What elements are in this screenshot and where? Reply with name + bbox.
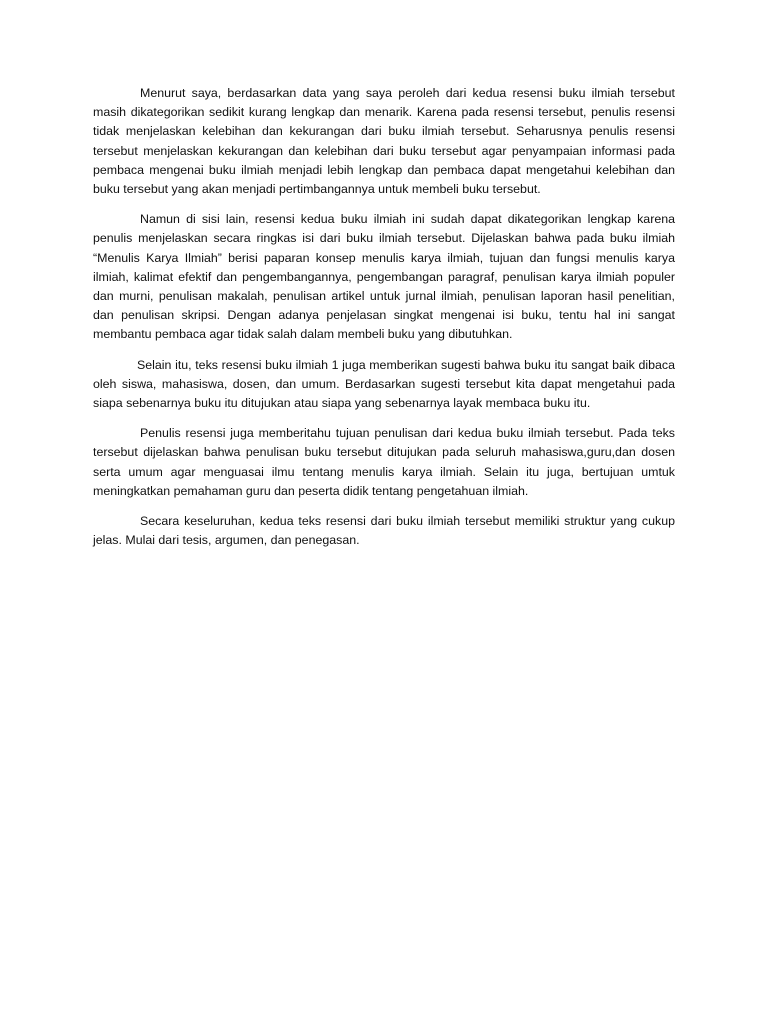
document-body	[93, 84, 675, 561]
paragraph-3: Selain itu, teks resensi buku ilmiah 1 juga memberikan sugesti bahwa buku itu sangat baik dibaca oleh siswa, mahasiswa, dosen, dan umum. Berdasarkan sugesti tersebut kita dapat mengetahui pada siapa sebenarnya buku itu ditujukan atau siapa yang sebenarnya layak membaca buku itu.	[93, 357, 675, 411]
paragraph-2: Namun di sisi lain, resensi kedua buku ilmiah ini sudah dapat dikategorikan lengkap karena penulis menjelaskan secara ringkas isi dari buku ilmiah tersebut. Dijelaskan bahwa pada buku ilmiah “Menulis Karya Ilmiah” berisi paparan konsep menulis karya ilmiah, tujuan dan fungsi menulis karya ilmiah, kalimat efektif dan pengembangannya, pengembangan paragraf, penulisan karya ilmiah populer dan murni, penulisan makalah, penulisan artikel untuk jurnal ilmiah, penulisan laporan hasil penelitian, dan penulisan skripsi. Dengan adanya penjelasan singkat mengenai isi buku, tentu hal ini sangat membantu pembaca agar tidak salah dalam membeli buku yang dibutuhkan.	[93, 212, 675, 342]
paragraph-4: Penulis resensi juga memberitahu tujuan penulisan dari kedua buku ilmiah tersebut. Pada teks tersebut dijelaskan bahwa penulisan buku tersebut ditujukan pada seluruh mahasiswa,guru,dan dosen serta umum agar menguasai ilmu tentang menulis karya ilmiah. Selain itu juga, bertujuan umtuk meningkatkan pemahaman guru dan peserta didik tentang pengetahuan ilmiah.	[93, 426, 675, 498]
paragraph-1: Menurut saya, berdasarkan data yang saya peroleh dari kedua resensi buku ilmiah tersebut masih dikategorikan sedikit kurang lengkap dan menarik. Karena pada resensi tersebut, penulis resensi tidak menjelaskan kelebihan dan kekurangan dari buku ilmiah tersebut. Seharusnya penulis resensi tersebut menjelaskan kekurangan dan kelebihan dari buku tersebut agar penyampaian informasi pada pembaca mengenai buku ilmiah menjadi lebih lengkap dan pembaca dapat mengetahui kelebihan dan buku tersebut yang akan menjadi pertimbangannya untuk membeli buku tersebut.	[93, 86, 675, 197]
paragraph-5: Secara keseluruhan, kedua teks resensi dari buku ilmiah tersebut memiliki struktur yang cukup jelas. Mulai dari tesis, argumen, dan penegasan.	[93, 514, 675, 548]
